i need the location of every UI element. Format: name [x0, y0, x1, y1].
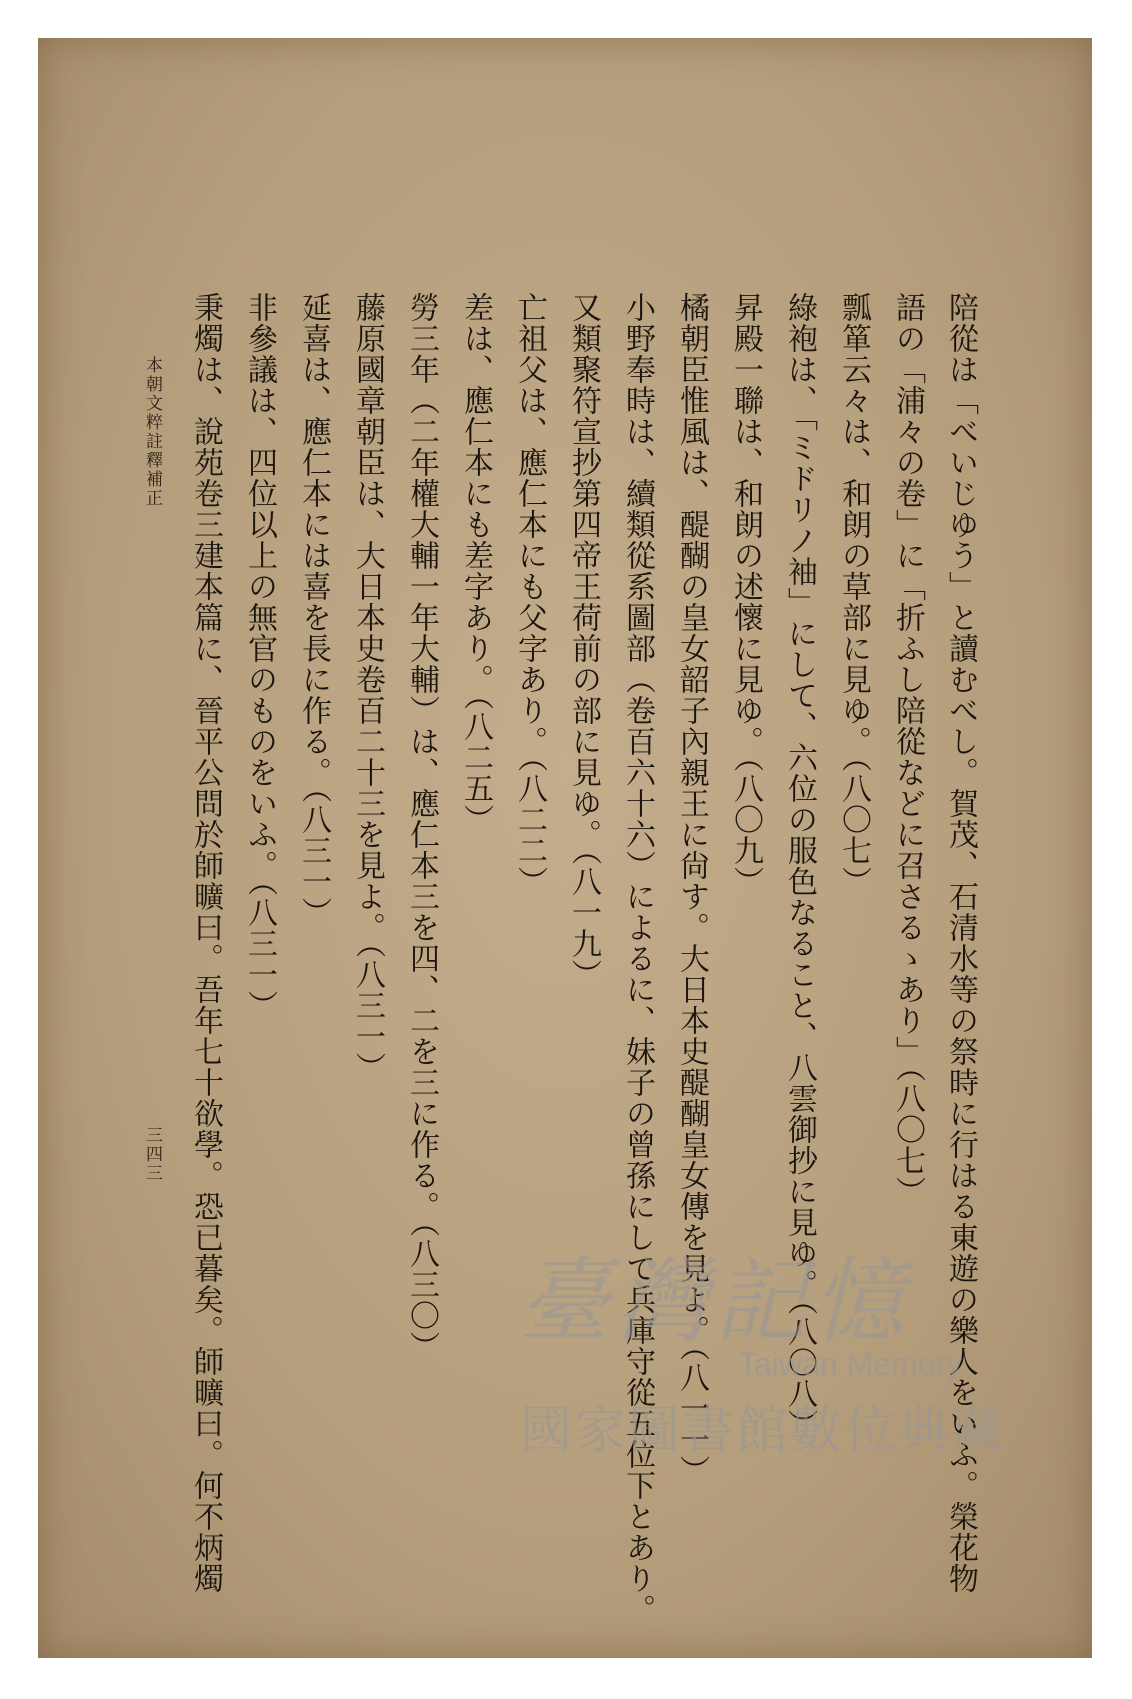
text-line-1: 陪從は「べいじゆう」と讀むべし。賀茂、石清水等の祭時に行はる東遊の樂人をいふ。榮花物 — [943, 292, 978, 1594]
text-line-11: 勞三年（二年權大輔一年大輔）は、應仁本三を四、二を三に作る。（八三〇） — [404, 292, 439, 1362]
text-line-5: 昇殿一聯は、和朗の述懷に見ゆ。（八〇九） — [728, 292, 763, 897]
text-line-4: 綠袍は、「ミドリノ袖」にして、六位の服色なること、八雲御抄に見ゆ。（八〇八） — [782, 292, 817, 1440]
text-line-13: 延喜は、應仁本には喜を長に作る。（八三一） — [296, 292, 331, 928]
text-line-2: 語の「浦々の卷」に「折ふし陪從などに召さるゝあり」（八〇七） — [890, 292, 925, 1207]
text-line-15: 秉燭は、說苑卷三建本篇に、晉平公問於師曠曰。吾年七十欲學。恐已暮矣。師曠曰。何不炳燭 — [188, 292, 223, 1594]
watermark-calligraphy: 臺灣記憶 — [518, 1248, 911, 1355]
page-number: 三四三 — [142, 1126, 162, 1183]
text-line-10: 差は、應仁本にも差字あり。（八二五） — [458, 292, 493, 835]
running-title: 本朝文粹註釋補正 — [142, 356, 162, 508]
watermark-english: Taiwan Memory — [738, 1346, 963, 1382]
text-line-12: 藤原國章朝臣は、大日本史卷百二十三を見よ。（八三一） — [350, 292, 385, 1083]
text-line-9: 亡祖父は、應仁本にも父字あり。（八二二） — [512, 292, 547, 897]
text-line-14: 非參議は、四位以上の無官のものをいふ。（八三一） — [242, 292, 277, 1021]
text-line-8: 又類聚符宣抄第四帝王荷前の部に見ゆ。（八一九） — [566, 292, 601, 990]
text-line-3: 瓢箪云々は、和朗の草部に見ゆ。（八〇七） — [836, 292, 871, 897]
book-page — [38, 38, 1092, 1658]
text-line-6: 橘朝臣惟風は、醍醐の皇女韶子內親王に尙す。大日本史醍醐皇女傳を見よ。（八一一） — [674, 292, 709, 1486]
watermark-chinese: 國家圖書館數位典藏 — [520, 1401, 1007, 1461]
text-line-7: 小野奉時は、續類從系圖部（卷百六十六）によるに、妹子の曾孫にして兵庫守從五位下とあり。 — [620, 292, 655, 1625]
